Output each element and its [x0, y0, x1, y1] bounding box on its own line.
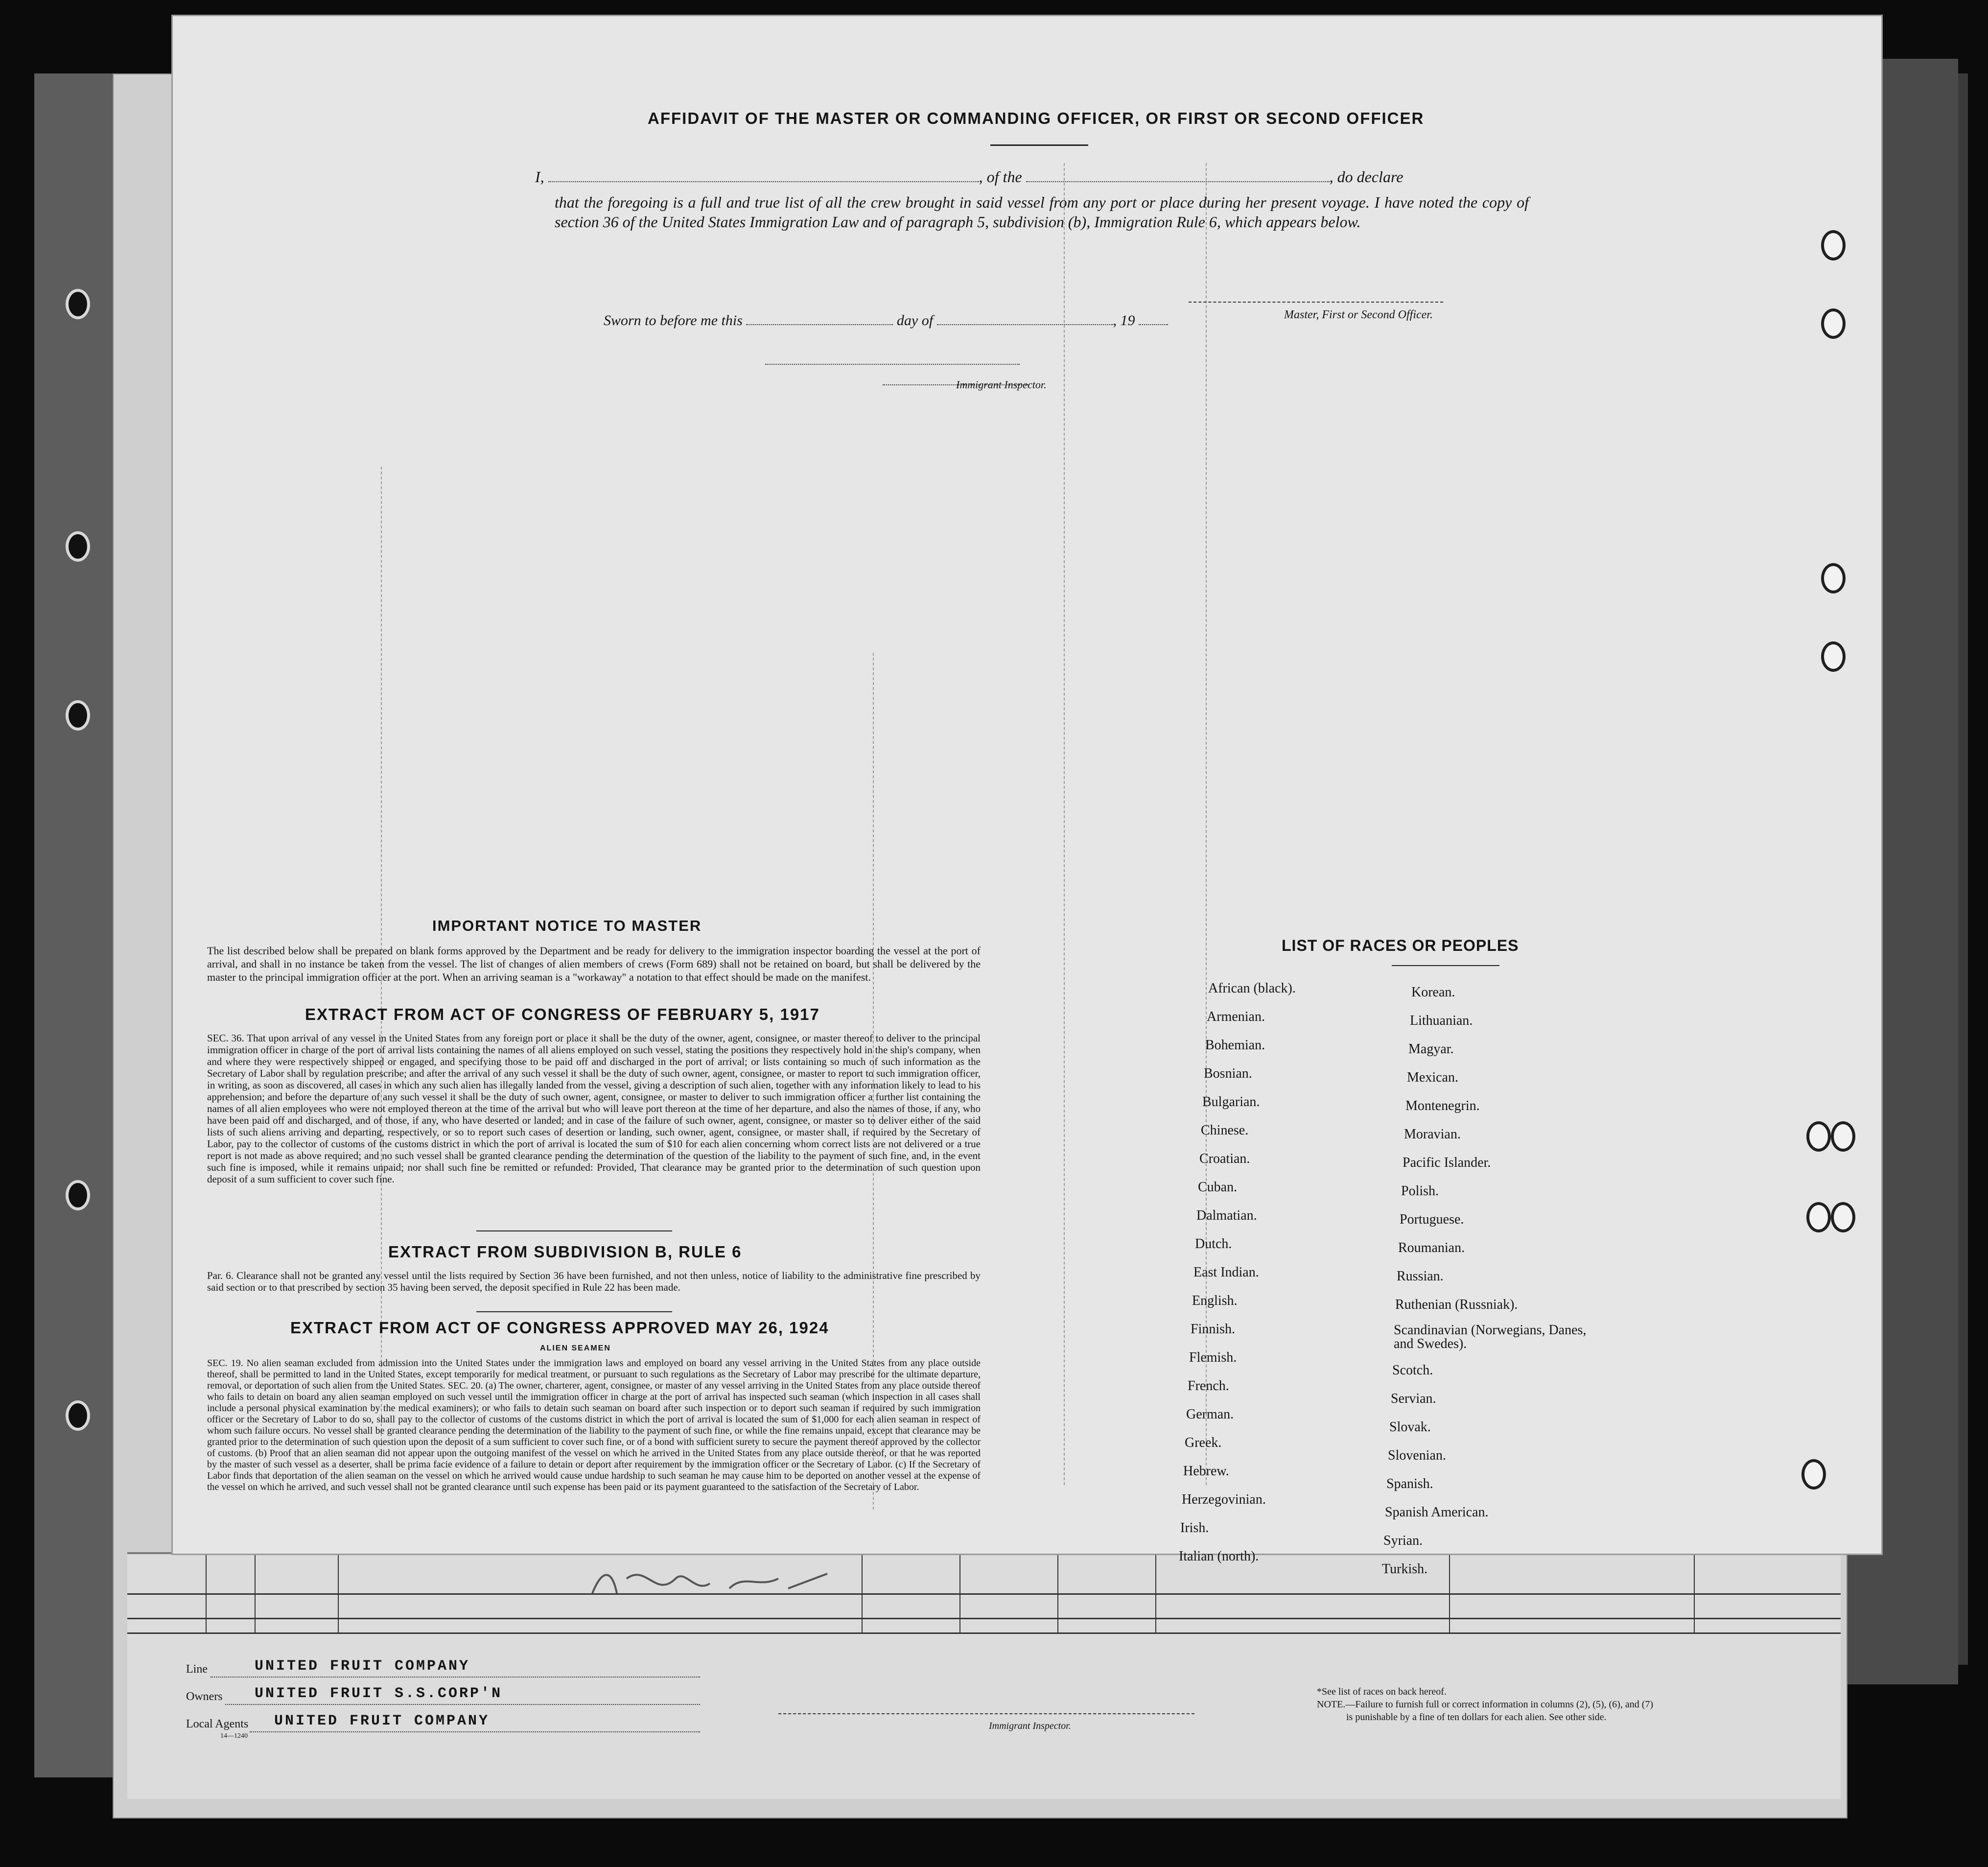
race-item: Portuguese. — [1400, 1212, 1464, 1227]
race-item: Bosnian. — [1204, 1066, 1252, 1081]
race-item: Dutch. — [1195, 1236, 1232, 1252]
declarant-name-field — [548, 181, 979, 182]
extract-1917-body: SEC. 36. That upon arrival of any vessel in the United States from any foreign port or place it shall be the duty of the owner, agent, consignee, or master thereof to deliver to the principal immigration officer in charge of the port of arrival lists containing the names of all aliens employed on such vessel, stating the positions they respectively hold in the ship's company, when and where they were respectively shipped or engaged, and specifying those to be paid off and discharged in the port of arrival; or lists containing so much of such information as the Secretary of Labor shall by regulation prescribe; and after the arrival of any such vessel it shall be the duty of such owner, agent, consignee, or master to report to such immigration officer, in writing, as soon as discovered, all cases in which any such alien has illegally landed from the vessel, giving a description of such alien, together with any information likely to lead to his apprehension; and before the departure of any such vessel it shall be the duty of such owner, agent, consignee, or master to deliver to such immigration officer a further list containing the names of all alien employees who were not employed thereon at the time of the arrival but who will leave port thereon at the time of her departure, and also the names of those, if any, who have been paid off and discharged, and of those, if any, who have deserted or landed; and in case of the failure of such owner, agent, consignee, or master so to deliver either of the said lists of such aliens arriving and departing, respectively, or so to report such cases of desertion or landing, such owner, agent, consignee, or master shall, if required by the Secretary of Labor, pay to the collector of customs of the customs district in which the port of arrival is located the sum of $10 for each alien concerning whom correct lists are not delivered or a true report is not made as above required; and no such vessel shall be granted clearance pending the determination of the question of the liability to the payment of such fine, and, in the event such fine is imposed, while it remains unpaid; nor shall such fine be remitted or refunded: Provided, That clearance may be granted prior to the determination of such question upon deposit of a sum sufficient to cover such fine. — [207, 1032, 981, 1185]
affidavit-body: that the foregoing is a full and true list of all the crew brought in said vessel from any port or place during her present voyage. I have noted the copy of section 36 of the United States Immigration Law and of paragraph 5, subdivision (b), Immigration Rule 6, which appears below. — [555, 193, 1529, 231]
table-rule — [338, 1554, 339, 1632]
line-label: Line — [186, 1663, 208, 1676]
table-rule — [127, 1618, 1841, 1619]
manifest-footer-sheet — [127, 1552, 1841, 1799]
table-rule — [862, 1554, 863, 1632]
section-rule — [476, 1311, 672, 1312]
extract-rule6-title: EXTRACT FROM SUBDIVISION B, RULE 6 — [388, 1243, 742, 1261]
footnote-races: *See list of races on back hereof. — [1317, 1686, 1447, 1697]
sworn-prefix: Sworn to before me this — [604, 312, 743, 329]
race-item: English. — [1192, 1293, 1238, 1308]
footer-inspector-label: Immigrant Inspector. — [989, 1721, 1071, 1731]
race-item: Ruthenian (Russniak). — [1395, 1297, 1518, 1312]
race-item: Bulgarian. — [1202, 1094, 1260, 1110]
race-item: Flemish. — [1189, 1350, 1237, 1365]
table-rule — [1694, 1554, 1695, 1632]
sworn-month-field — [937, 324, 1113, 325]
race-item: Polish. — [1401, 1183, 1439, 1199]
race-item: Korean. — [1411, 985, 1455, 1000]
day-of-label: day of — [896, 312, 934, 329]
binder-hole — [66, 531, 90, 562]
binder-hole — [1806, 1202, 1831, 1232]
table-rule — [1155, 1554, 1156, 1632]
master-signature-label: Master, First or Second Officer. — [1284, 308, 1433, 321]
form-number: 14—1240 — [220, 1732, 248, 1740]
line-value: UNITED FRUIT COMPANY — [255, 1658, 470, 1675]
local-agents-label: Local Agents — [186, 1718, 249, 1730]
binder-hole — [1831, 1202, 1855, 1232]
faint-column-line — [1206, 163, 1207, 1485]
race-item: Spanish American. — [1385, 1505, 1489, 1520]
table-rule — [127, 1632, 1841, 1634]
inspector-signature-field-1 — [765, 364, 1020, 365]
race-item: Scandinavian (Norwegians, Danes, and Swedes). — [1394, 1323, 1587, 1351]
extract-1917-title: EXTRACT FROM ACT OF CONGRESS OF FEBRUARY 5, 1917 — [305, 1005, 820, 1023]
race-item: Spanish. — [1386, 1476, 1433, 1491]
table-rule — [1449, 1554, 1450, 1632]
race-item: Slovak. — [1389, 1419, 1431, 1435]
binder-hole — [1821, 563, 1846, 593]
extract-1924-body: SEC. 19. No alien seaman excluded from admission into the United States under the immigration laws and employed on board any vessel arriving in the United States from any place outside thereof, shall be permitted to land in the United States, except temporarily for medical treatment, or pursuant to such regulations as the Secretary of Labor may prescribe for the ultimate departure, removal, or deportation of such alien from the United States. SEC. 20. (a) The owner, charterer, agent, consignee, or master of any vessel arriving in the United States from any place outside thereof who fails to detain on board any alien seaman employed on such vessel until the immigration officer in charge at the port of arrival has inspected such seaman (which inspection in all cases shall include a personal physical examination by the medical examiners); or who fails to detain such seaman on board after such inspection or to deport such seaman if required by such immigration officer or the Secretary of Labor to do so, shall pay to the collector of customs of the customs district in which the port of arrival is located the sum of $1,000 for each alien seaman in respect of whom such failure occurs. No vessel shall be granted clearance pending the determination of the liability to the payment of such fine, or while the fine remains unpaid, except that clearance may be granted prior to the determination of such question upon the deposit of a sum sufficient to cover such fine, or of a bond with sufficient surety to secure the payment thereof approved by the collector of customs. (b) Proof that an alien seaman did not appear upon the outgoing manifest of the vessel on which he arrived in the United States from any place outside thereof, or that he was reported by the master of such vessel as a deserter, shall be prima facie evidence of a failure to detain or deport after requirement by the immigration officer or the Secretary of Labor. (c) If the Secretary of Labor finds that deportation of the alien seaman on the vessel on which he arrived would cause undue hardship to such seaman he may cause him to be deported on another vessel at the expense of the vessel on which he arrived, and such vessel shall not be granted clearance until such expense has been paid or its payment guaranteed to the satisfaction of the Secretary of Labor. — [207, 1358, 981, 1492]
table-rule — [127, 1593, 1841, 1595]
binder-hole — [1831, 1121, 1855, 1152]
binder-hole — [1806, 1121, 1831, 1152]
affidavit-declaration-line — [535, 168, 1720, 186]
title-rule — [990, 144, 1088, 146]
races-title: LIST OF RACES OR PEOPLES — [1282, 937, 1519, 954]
race-item: Chinese. — [1201, 1123, 1249, 1138]
binder-hole — [1821, 308, 1846, 339]
binder-hole — [1821, 230, 1846, 260]
race-item: Montenegrin. — [1405, 1098, 1480, 1113]
affidavit-inspector-label: Immigrant Inspector. — [956, 378, 1047, 391]
binder-hole — [1821, 641, 1846, 672]
race-item: Pacific Islander. — [1403, 1155, 1491, 1170]
race-item: Turkish. — [1382, 1561, 1428, 1577]
table-rule — [206, 1554, 207, 1632]
race-item: Scotch. — [1392, 1363, 1433, 1378]
extract-1924-subtitle: ALIEN SEAMEN — [540, 1344, 611, 1352]
section-rule — [476, 1230, 672, 1231]
race-item: African (black). — [1208, 981, 1296, 996]
race-item: Dalmatian. — [1196, 1208, 1257, 1223]
line-field-rule — [210, 1677, 700, 1678]
race-item: Russian. — [1397, 1269, 1444, 1284]
race-item: Moravian. — [1404, 1127, 1461, 1142]
race-item: Hebrew. — [1183, 1464, 1229, 1479]
faint-column-line — [1064, 163, 1065, 1485]
race-item: Irish. — [1180, 1520, 1209, 1536]
binder-hole — [66, 1400, 90, 1431]
owners-label: Owners — [186, 1690, 223, 1703]
races-title-rule — [1392, 965, 1499, 966]
race-item: Slovenian. — [1388, 1448, 1446, 1463]
year-prefix: , 19 — [1113, 312, 1135, 329]
manifest-back-page — [171, 15, 1883, 1577]
sworn-day-field — [746, 324, 893, 325]
vessel-name-field — [1026, 181, 1330, 182]
race-item: Cuban. — [1198, 1180, 1238, 1195]
binder-hole — [66, 700, 90, 731]
sworn-line — [604, 312, 1168, 329]
extract-1924-title: EXTRACT FROM ACT OF CONGRESS APPROVED MAY 26, 1924 — [290, 1319, 829, 1337]
local-agents-value: UNITED FRUIT COMPANY — [274, 1713, 490, 1729]
notice-title: IMPORTANT NOTICE TO MASTER — [432, 917, 702, 934]
binder-hole — [1801, 1459, 1826, 1489]
affidavit-title: AFFIDAVIT OF THE MASTER OR COMMANDING OFFICER, OR FIRST OR SECOND OFFICER — [648, 109, 1425, 127]
inspector-signature-rule — [778, 1713, 1194, 1714]
table-rule — [255, 1554, 256, 1632]
race-item: Bohemian. — [1205, 1038, 1265, 1053]
notice-body: The list described below shall be prepared on blank forms approved by the Department and be ready for delivery to the immigration inspector boarding the vessel at the port of arrival, and shall in no instance be taken from the vessel. The list of changes of alien members of crews (Form 689) shall not be retained on board, but shall be delivered by the master to the principal immigration officer at the port. When an arriving seaman is a "workaway" a notation to that effect should be made on the manifest. — [207, 945, 981, 983]
binder-hole — [66, 289, 90, 319]
owners-value: UNITED FRUIT S.S.CORP'N — [255, 1685, 503, 1702]
race-item: Armenian. — [1207, 1009, 1265, 1024]
extract-rule6-body: Par. 6. Clearance shall not be granted any vessel until the lists required by Section 36 have been furnished, and not then unless, notice of liability to the administrative fine prescribed by said section or to that prescribed by section 35 having been served, the deposit specified in Rule 22 has been made. — [207, 1270, 981, 1293]
table-rule — [1057, 1554, 1058, 1632]
binder-hole — [66, 1180, 90, 1210]
race-item: Greek. — [1185, 1435, 1222, 1450]
race-item: Mexican. — [1407, 1070, 1458, 1085]
table-rule — [959, 1554, 960, 1632]
sworn-year-field — [1139, 324, 1168, 325]
race-item: Finnish. — [1191, 1322, 1236, 1337]
race-item: Magyar. — [1408, 1041, 1454, 1057]
agents-field-rule — [250, 1731, 700, 1732]
race-item: German. — [1186, 1407, 1234, 1422]
race-item: French. — [1188, 1378, 1229, 1394]
race-item: Croatian. — [1199, 1151, 1250, 1166]
race-item: Italian (north). — [1179, 1549, 1259, 1564]
race-item: East Indian. — [1193, 1265, 1259, 1280]
owners-field-rule — [225, 1704, 700, 1705]
declare-suffix: , do declare — [1329, 168, 1403, 186]
footnote-penalty: NOTE.—Failure to furnish full or correct information in columns (2), (5), (6), and (7) — [1317, 1699, 1654, 1710]
race-item: Herzegovinian. — [1182, 1492, 1266, 1507]
vessel-prefix: , of the — [979, 168, 1022, 186]
master-signature-field — [1189, 302, 1443, 303]
race-item: Syrian. — [1383, 1533, 1423, 1548]
race-item: Servian. — [1391, 1391, 1436, 1406]
footnote-penalty-cont: is punishable by a fine of ten dollars for each alien. See other side. — [1346, 1712, 1607, 1723]
handwritten-signature — [583, 1559, 847, 1603]
race-item: Roumanian. — [1398, 1240, 1465, 1255]
declarant-prefix: I, — [535, 168, 544, 186]
race-item: Lithuanian. — [1410, 1013, 1473, 1028]
